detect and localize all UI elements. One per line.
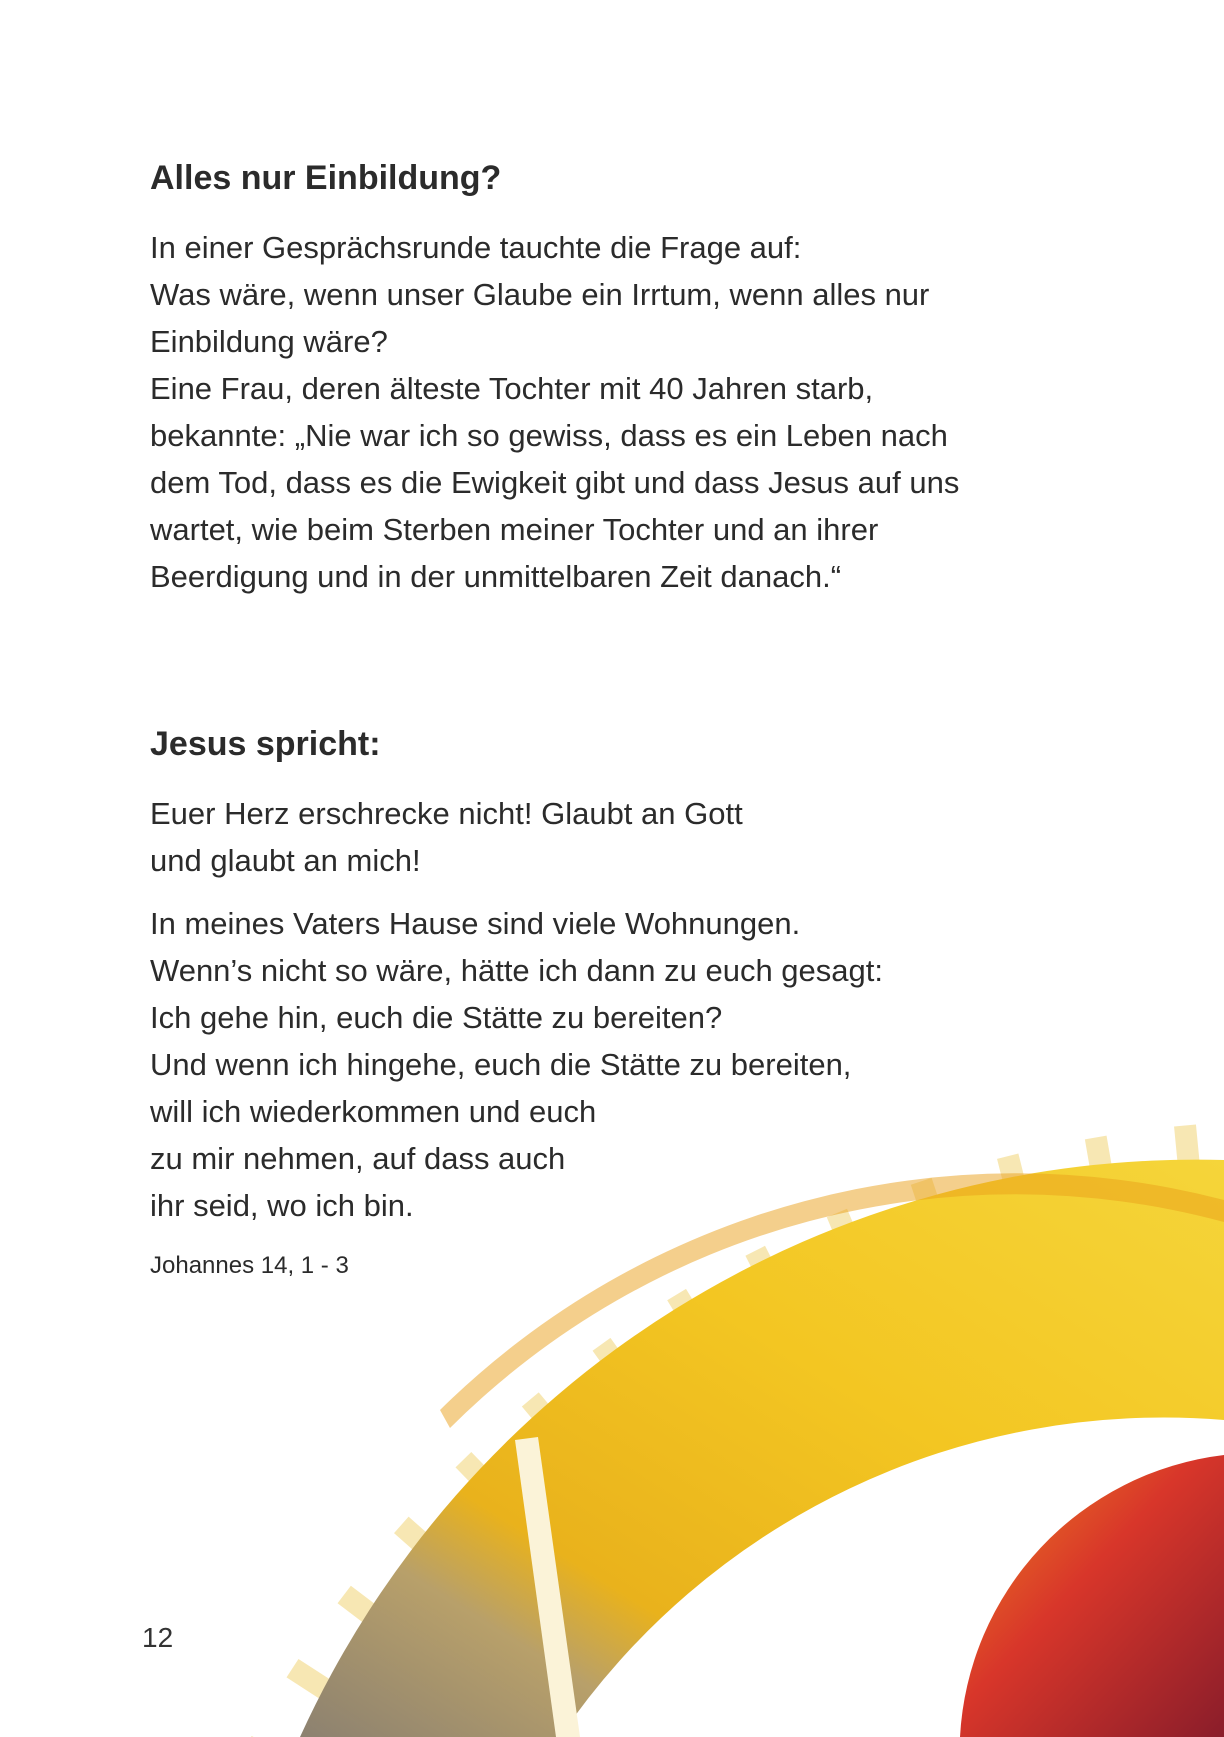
- text-line: Einbildung wäre?: [150, 324, 388, 359]
- verse-line: zu mir nehmen, auf dass auch: [150, 1141, 566, 1176]
- verse-line: und glaubt an mich!: [150, 843, 421, 878]
- bible-stanza-1: [150, 790, 743, 884]
- heading-alles-nur-einbildung: Alles nur Einbildung?: [150, 159, 502, 197]
- text-line: Eine Frau, deren älteste Tochter mit 40 Jahren starb,: [150, 371, 874, 406]
- verse-line: In meines Vaters Hause sind viele Wohnungen.: [150, 906, 801, 941]
- verse-line: Ich gehe hin, euch die Stätte zu bereiten?: [150, 1000, 723, 1035]
- verse-line: Wenn’s nicht so wäre, hätte ich dann zu euch gesagt:: [150, 953, 883, 988]
- heading-jesus-spricht: Jesus spricht:: [150, 725, 381, 763]
- verse-line: ihr seid, wo ich bin.: [150, 1188, 414, 1223]
- text-line: dem Tod, dass es die Ewigkeit gibt und dass Jesus auf uns: [150, 465, 960, 500]
- verse-line: Euer Herz erschrecke nicht! Glaubt an Gott: [150, 796, 743, 831]
- paragraph-gespraechsrunde: [150, 224, 959, 600]
- text-line: Beerdigung und in der unmittelbaren Zeit danach.“: [150, 559, 842, 594]
- text-line: bekannte: „Nie war ich so gewiss, dass es ein Leben nach: [150, 418, 948, 453]
- text-line: Was wäre, wenn unser Glaube ein Irrtum, wenn alles nur: [150, 277, 930, 312]
- verse-line: will ich wiederkommen und euch: [150, 1094, 597, 1129]
- text-line: wartet, wie beim Sterben meiner Tochter und an ihrer: [150, 512, 879, 547]
- verse-line: Und wenn ich hingehe, euch die Stätte zu bereiten,: [150, 1047, 852, 1082]
- text-line: In einer Gesprächsrunde tauchte die Frage auf:: [150, 230, 802, 265]
- red-core: [960, 1455, 1224, 1737]
- page-number: 12: [142, 1622, 174, 1653]
- bible-reference: Johannes 14, 1 - 3: [150, 1252, 349, 1279]
- bible-stanza-2: [150, 900, 883, 1229]
